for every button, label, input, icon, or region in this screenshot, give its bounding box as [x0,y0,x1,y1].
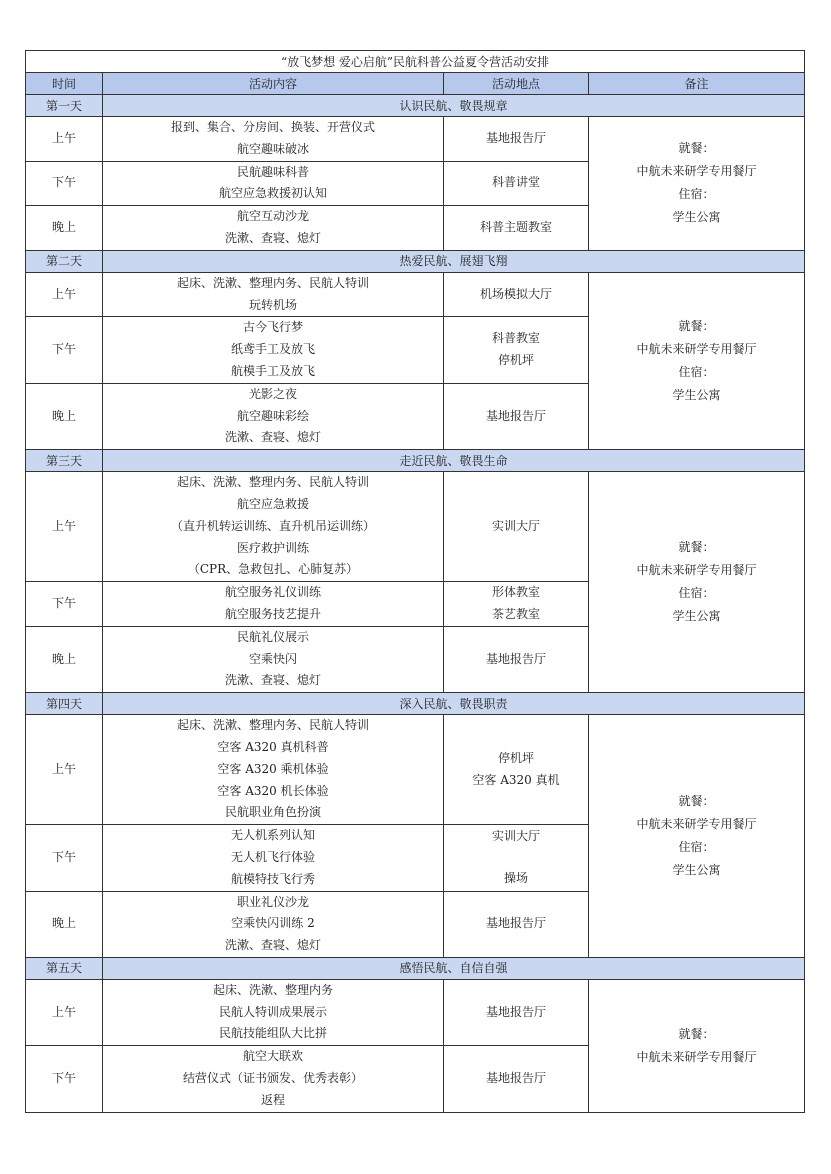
location-line: 科普教室 [491,331,540,346]
slot-time: 晚上 [26,383,103,449]
slot-content [103,582,444,627]
remark-line: 就餐： [678,318,715,333]
location-line: 空客 A320 真机 [472,772,560,787]
slot-content [103,979,444,1045]
activity-line: 航空服务礼仪训练 [224,585,321,600]
remark-line: 学生公寓 [672,210,721,225]
activity-line: 空客 A320 机长体验 [217,783,329,798]
day-label: 第四天 [26,693,103,715]
location-line: 机场模拟大厅 [479,286,552,301]
location-line [448,848,584,868]
location-line: 基地报告厅 [485,408,546,423]
schedule-body [26,51,805,1113]
slot-remark [589,979,805,1112]
day-row [26,450,805,472]
slot-content [103,715,444,825]
activity-line: 起床、洗漱、整理内务、民航人特训 [176,718,369,733]
remark-line: 住宿： [678,187,715,202]
activity-line: 航空服务技艺提升 [224,606,321,621]
header-row [26,73,805,95]
day-theme: 认识民航、敬畏规章 [103,95,805,117]
slot-content [103,891,444,957]
day-row [26,693,805,715]
day-theme: 深入民航、敬畏职责 [103,693,805,715]
slot-time: 下午 [26,317,103,383]
activity-line: （CPR、急救包扎、心肺复苏） [187,562,359,577]
activity-line: 航模手工及放飞 [230,363,315,378]
slot-remark [589,272,805,449]
activity-line: 起床、洗漱、整理内务、民航人特训 [176,275,369,290]
day-label: 第三天 [26,450,103,472]
remark-line: 住宿： [678,364,715,379]
slot-location [444,582,589,627]
slot-location [444,206,589,251]
activity-line: 航空互动沙龙 [236,209,309,224]
slot-content [103,472,444,582]
slot-content [103,317,444,383]
remark-line: 住宿： [678,840,715,854]
activity-line: 民航职业角色扮演 [224,805,321,820]
activity-line: 洗漱、查寝、熄灯 [224,230,321,245]
activity-line: 空乘快闪训练 2 [231,916,315,931]
activity-line: 民航人特训成果展示 [218,1004,327,1019]
activity-line: 古今飞行梦 [242,320,303,335]
location-line: 实训大厅 [491,829,540,843]
activity-line: （直升机转运训练、直升机吊运训练） [170,518,375,533]
slot-time: 下午 [26,825,103,891]
activity-line: 洗漱、查寝、熄灯 [224,938,321,953]
slot-time: 上午 [26,272,103,317]
header-remark: 备注 [589,73,805,95]
day-theme: 热爱民航、展翅飞翔 [103,250,805,272]
activity-line: 洗漱、查寝、熄灯 [224,430,321,445]
activity-line: 无人机飞行体验 [230,849,315,864]
slot-content [103,1046,444,1112]
remark-line: 中航未来研学专用餐厅 [636,817,757,831]
slot-row [26,979,805,1045]
slot-location [444,825,589,891]
activity-line: 空客 A320 乘机体验 [217,761,329,776]
header-location: 活动地点 [444,73,589,95]
day-row [26,250,805,272]
location-line: 停机坪 [497,353,534,368]
slot-content [103,206,444,251]
day-label: 第一天 [26,95,103,117]
activity-line: 返程 [260,1092,285,1107]
title-row [26,51,805,73]
activity-line: 报到、集合、分房间、换装、开营仪式 [170,120,375,134]
remark-line: 就餐： [678,794,715,808]
slot-content [103,825,444,891]
activity-line: 无人机系列认知 [230,828,315,843]
slot-location [444,979,589,1045]
activity-line: 航空趣味彩绘 [236,408,309,423]
remark-line: 中航未来研学专用餐厅 [636,164,757,179]
header-time: 时间 [26,73,103,95]
slot-time: 上午 [26,979,103,1045]
slot-location [444,117,589,162]
location-line: 基地报告厅 [485,651,546,666]
slot-location [444,472,589,582]
slot-location [444,272,589,317]
activity-line: 航空大联欢 [242,1049,303,1064]
activity-line: 洗漱、查寝、熄灯 [224,673,321,688]
remark-line: 学生公寓 [672,863,721,877]
slot-content [103,161,444,206]
activity-line: 航空应急救援 [236,496,309,511]
remark-line: 学生公寓 [672,609,721,624]
slot-time: 上午 [26,715,103,825]
activity-line: 民航礼仪展示 [236,629,309,644]
activity-line: 职业礼仪沙龙 [236,894,309,909]
activity-line: 航空应急救援初认知 [218,186,327,201]
slot-remark [589,472,805,693]
activity-line: 玩转机场 [248,297,297,312]
location-line: 停机坪 [497,750,534,765]
remark-line: 中航未来研学专用餐厅 [636,1049,757,1064]
activity-line: 空乘快闪 [248,651,297,666]
activity-line: 航模特技飞行秀 [230,871,315,886]
slot-remark [589,715,805,958]
slot-location [444,161,589,206]
location-line: 茶艺教室 [491,606,540,621]
slot-location [444,317,589,383]
slot-time: 下午 [26,1046,103,1112]
slot-time: 上午 [26,472,103,582]
slot-location [444,891,589,957]
slot-content [103,626,444,692]
location-line: 基地报告厅 [485,1071,546,1086]
slot-time: 下午 [26,161,103,206]
remark-line: 学生公寓 [672,387,721,402]
activity-line: 起床、洗漱、整理内务、民航人特训 [176,475,369,490]
slot-row [26,715,805,825]
activity-line: 纸鸢手工及放飞 [230,342,315,357]
slot-time: 上午 [26,117,103,162]
location-line: 形体教室 [491,585,540,600]
slot-location [444,1046,589,1112]
slot-location [444,383,589,449]
remark-line: 就餐： [678,141,715,156]
slot-row [26,472,805,582]
slot-content [103,117,444,162]
location-line: 基地报告厅 [485,916,546,931]
slot-time: 晚上 [26,206,103,251]
activity-line: 民航技能组队大比拼 [218,1026,327,1041]
slot-location [444,715,589,825]
schedule-table [25,50,805,1113]
location-line: 基地报告厅 [485,1004,546,1019]
remark-line: 中航未来研学专用餐厅 [636,341,757,356]
location-line: 科普讲堂 [491,175,540,190]
activity-line: 医疗救护训练 [236,540,309,555]
location-line: 科普主题教室 [479,220,552,235]
activity-line: 结营仪式（证书颁发、优秀表彰） [182,1071,363,1086]
remark-line: 就餐： [678,540,715,555]
day-row [26,957,805,979]
activity-line: 光影之夜 [248,386,297,401]
header-content: 活动内容 [103,73,444,95]
day-row [26,95,805,117]
slot-time: 下午 [26,582,103,627]
slot-row [26,272,805,317]
slot-time: 晚上 [26,626,103,692]
slot-row [26,117,805,162]
slot-content [103,383,444,449]
day-label: 第五天 [26,957,103,979]
slot-time: 晚上 [26,891,103,957]
slot-location [444,626,589,692]
day-label: 第二天 [26,250,103,272]
remark-line: 住宿： [678,586,715,601]
activity-line: 航空趣味破冰 [236,141,309,156]
remark-line: 中航未来研学专用餐厅 [636,563,757,578]
activity-line: 起床、洗漱、整理内务 [212,982,333,997]
table-title: “放飞梦想 爱心启航”民航科普公益夏令营活动安排 [26,51,805,73]
location-line: 实训大厅 [491,518,540,533]
day-theme: 感悟民航、自信自强 [103,957,805,979]
remark-line: 就餐： [678,1026,715,1041]
day-theme: 走近民航、敬畏生命 [103,450,805,472]
slot-content [103,272,444,317]
activity-line: 民航趣味科普 [236,164,309,179]
slot-remark [589,117,805,251]
activity-line: 空客 A320 真机科普 [217,739,329,754]
location-line: 基地报告厅 [485,130,546,145]
location-line: 操场 [503,870,528,885]
